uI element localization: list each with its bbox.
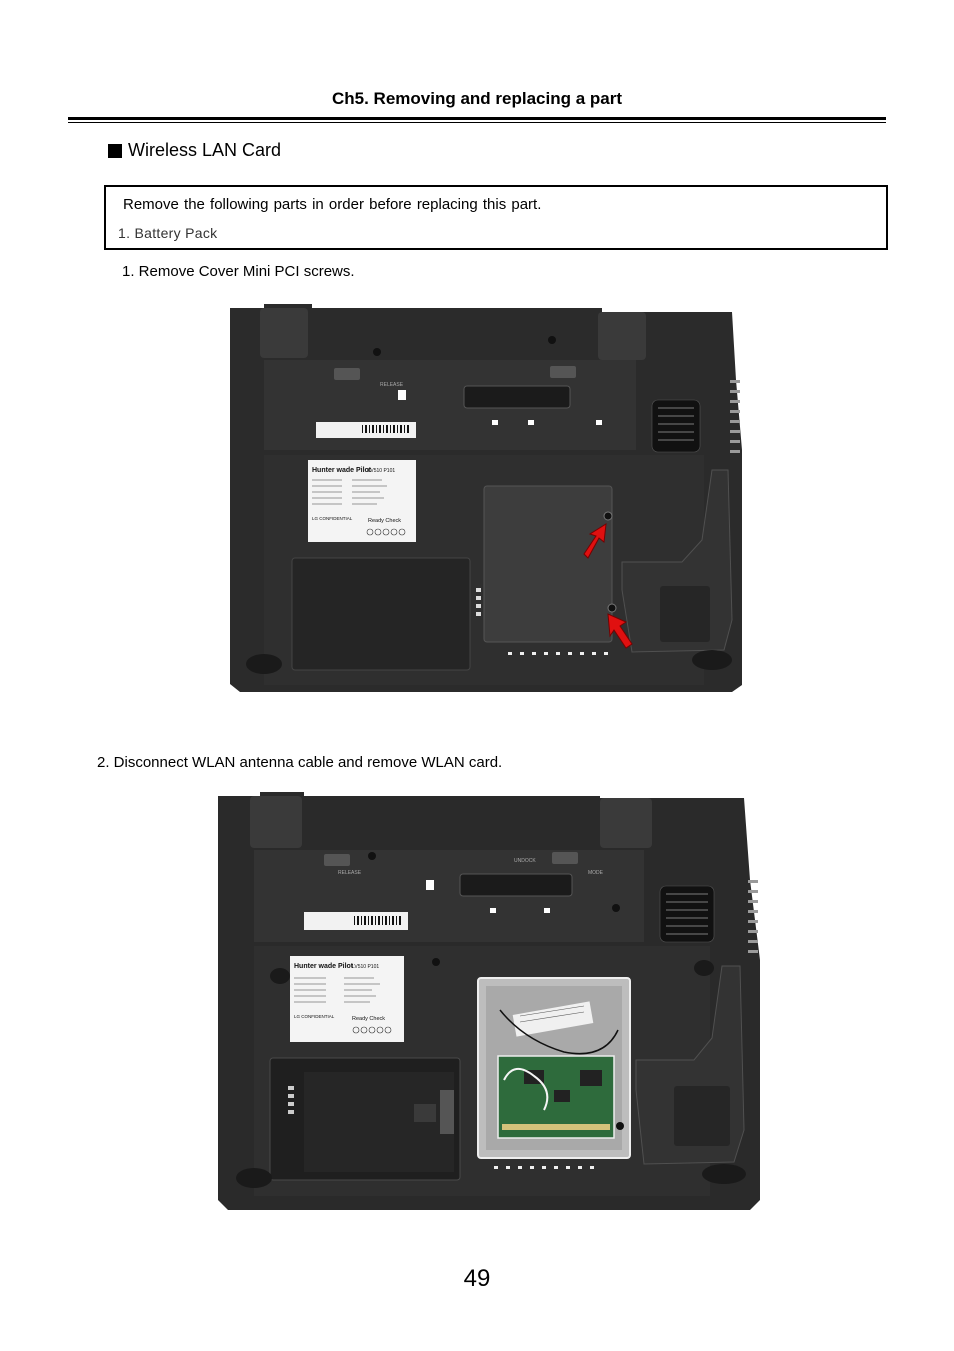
- ready-check-label: Ready Check: [352, 1016, 386, 1022]
- page-number: 49: [463, 1265, 491, 1292]
- laptop-bottom-photo-2: [204, 790, 768, 1214]
- header-rule-thick: [68, 117, 886, 120]
- sticker-title: Hunter wade Pilot: [312, 467, 372, 474]
- prerequisite-box: [104, 185, 888, 250]
- confidential-label: LG CONFIDENTIAL: [312, 516, 353, 521]
- black-square-icon: [108, 144, 122, 158]
- sticker-model: LV510 P101: [352, 964, 380, 970]
- section-title: Wireless LAN Card: [128, 140, 282, 160]
- release-label: RELEASE: [380, 382, 404, 388]
- sticker-model: LV510 P101: [368, 468, 396, 474]
- ready-check-label: Ready Check: [368, 518, 402, 524]
- step-1-text: 1. Remove Cover Mini PCI screws.: [122, 263, 355, 280]
- laptop-bottom-photo-1: [212, 300, 760, 698]
- undock-label: UNDOCK: [514, 858, 536, 864]
- section-heading: [108, 140, 281, 161]
- prerequisite-item: 1. Battery Pack: [118, 225, 218, 241]
- confidential-label: LG CONFIDENTIAL: [294, 1014, 335, 1019]
- release-label: RELEASE: [338, 870, 362, 876]
- chapter-title: Ch5. Removing and replacing a part: [331, 89, 622, 108]
- prerequisite-intro: Remove the following parts in order before replacing this part.: [123, 196, 542, 213]
- sticker-title: Hunter wade Pilot: [294, 963, 354, 970]
- header-rule-thin: [68, 122, 886, 123]
- mode-label: MODE: [588, 870, 603, 876]
- step-2-text: 2. Disconnect WLAN antenna cable and remove WLAN card.: [97, 754, 503, 771]
